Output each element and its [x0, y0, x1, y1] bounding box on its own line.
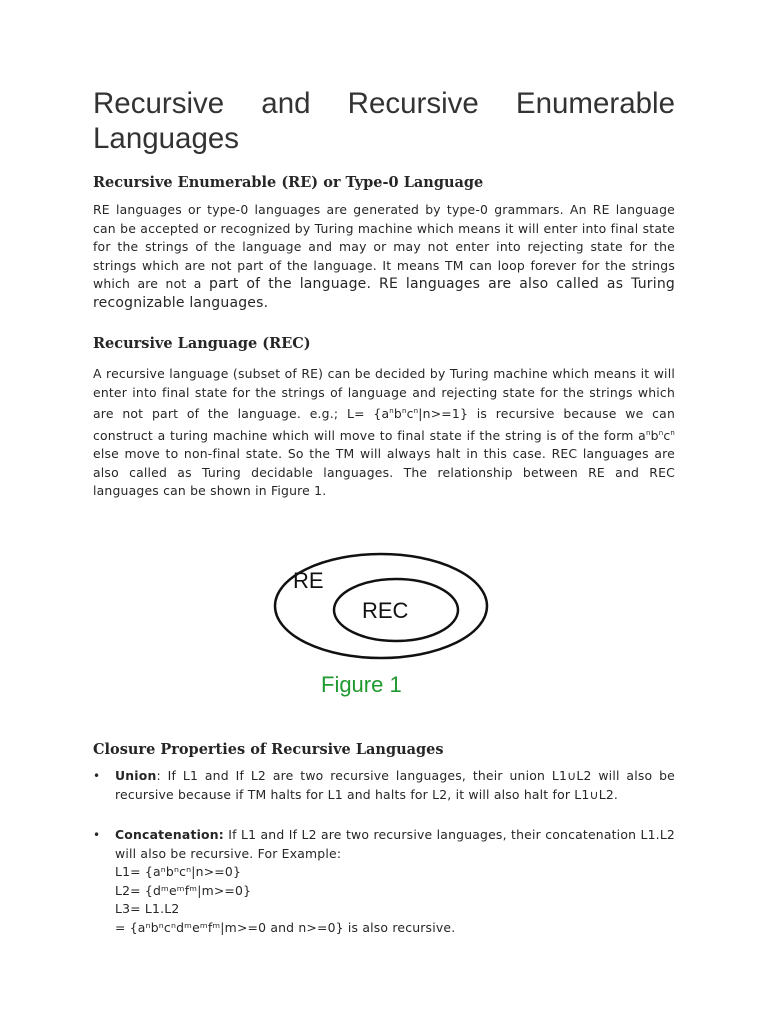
re-paragraph — [93, 201, 675, 312]
bullet-dot: • — [93, 769, 101, 783]
concatenation-description: If L1 and If L2 are two recursive languages, their concatenation L1.L2 will also be recursive. For Example: — [115, 827, 675, 861]
union-description: : If L1 and If L2 are two recursive languages, their union L1∪L2 will also be recursive because if TM halts for L1 and halts for L2, it will also halt for L1∪L2. — [115, 768, 675, 802]
rec-paragraph: A recursive language (subset of RE) can be decided by Turing machine which means it will enter into final state for the strings of language and rejecting state for the strings which are not part of the language. e.g.; $L= \{a^nb^nc^n|n>=1\}$ is recursive because we can construct a turing machine which will move to final state if the string is of the form $a^nb^nc^n$ else move to non-final state. So the TM will always halt in this case. REC languages are also called as Turing decidable languages. The relationship between RE and REC languages can be shown in Figure 1. — [93, 366, 676, 499]
example-line-l1: L1= {aⁿbⁿcⁿ|n>=0} — [115, 864, 242, 879]
concatenation-text — [115, 826, 675, 937]
union-term: Union — [115, 768, 157, 783]
example-line-result: = {aⁿbⁿcⁿdᵐeᵐfᵐ|m>=0 and n>=0} is also recursive. — [115, 919, 456, 935]
concatenation-term: Concatenation: — [115, 827, 224, 842]
rec-section-heading: Recursive Language (REC) — [93, 335, 311, 352]
re-paragraph-tail: part of the language. RE languages are also called as Turing recognizable languages. — [93, 276, 675, 311]
re-label: RE — [293, 568, 324, 593]
example-line-l3: L3= L1.L2 — [115, 901, 180, 916]
figure-re-rec-diagram — [270, 552, 500, 702]
rec-paragraph-part1: A recursive language (subset of RE) can be decided by Turing machine which means it will enter into final state for the strings of language and rejecting state for the strings which are not part of the language. e.g.; L= {a — [93, 366, 675, 422]
closure-section-heading: Closure Properties of Recursive Languages — [93, 741, 444, 758]
page-title: Recursive and Recursive Enumerable Languages — [93, 87, 675, 155]
re-section-heading: Recursive Enumerable (RE) or Type-0 Language — [93, 174, 484, 191]
example-line-l2: L2= {dᵐeᵐfᵐ|m>=0} — [115, 882, 252, 898]
union-text — [115, 767, 675, 804]
figure-caption: Figure 1 — [321, 672, 402, 697]
rec-paragraph-part2: |n>=1} is recursive because we can construct a turing machine which will move to final state if the string is of the form a — [93, 406, 676, 443]
re-paragraph-main: RE languages or type-0 languages are generated by type-0 grammars. An RE language can be accepted or recognized by Turing machine which means it will enter into final state for the strings of the language and may or may not enter into rejecting state for the strings which are not part of the language. It means TM can loop forever for the strings which are not a — [93, 202, 675, 291]
rec-paragraph-part3: else move to non-final state. So the TM will always halt in this case. REC languages are also called as Turing decidable languages. The relationship between RE and REC languages can be shown in Figure 1. — [93, 446, 675, 499]
rec-label: REC — [362, 598, 409, 623]
bullet-dot: • — [93, 828, 101, 842]
